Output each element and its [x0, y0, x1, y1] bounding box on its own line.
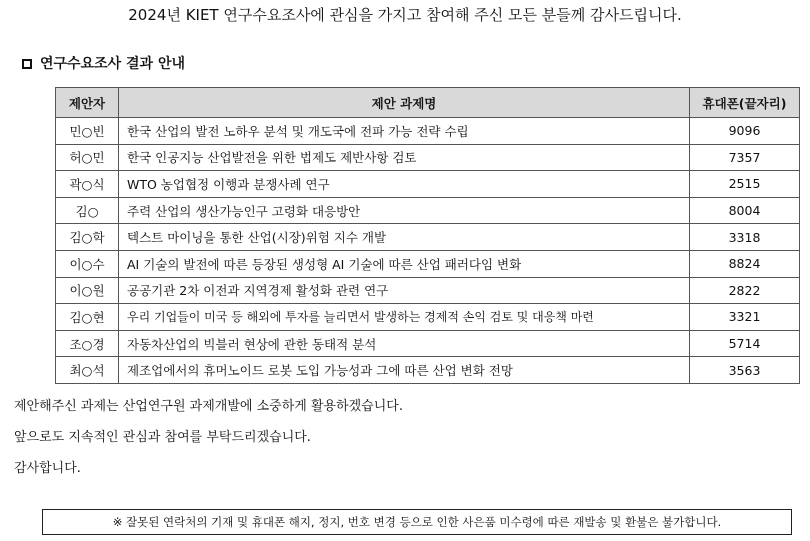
proposer-cell: 곽○식 — [56, 171, 119, 198]
phone-cell: 5714 — [690, 330, 800, 357]
section-title-text: 연구수요조사 결과 안내 — [40, 56, 185, 72]
results-table — [55, 87, 800, 384]
phone-cell: 9096 — [690, 118, 800, 145]
table-row — [56, 197, 800, 224]
table-row — [56, 357, 800, 384]
table-row — [56, 330, 800, 357]
proposer-cell: 이○수 — [56, 250, 119, 277]
closing-line-1: 제안해주신 과제는 산업연구원 과제개발에 소중하게 활용하겠습니다. — [14, 399, 403, 414]
phone-cell: 2515 — [690, 171, 800, 198]
section-title — [22, 54, 185, 74]
table-row — [56, 144, 800, 171]
header-proposer: 제안자 — [56, 88, 119, 118]
closing-line-2: 앞으로도 지속적인 관심과 참여를 부탁드리겠습니다. — [14, 430, 311, 445]
header-title: 제안 과제명 — [119, 88, 690, 118]
proposer-cell: 이○원 — [56, 277, 119, 304]
phone-cell: 3563 — [690, 357, 800, 384]
title-cell: 자동차산업의 빅블러 현상에 관한 동태적 분석 — [119, 330, 690, 357]
proposer-cell: 최○석 — [56, 357, 119, 384]
phone-cell: 3318 — [690, 224, 800, 251]
title-cell: WTO 농업협정 이행과 분쟁사례 연구 — [119, 171, 690, 198]
title-cell: 공공기관 2차 이전과 지역경제 활성화 관련 연구 — [119, 277, 690, 304]
title-cell: 제조업에서의 휴머노이드 로봇 도입 가능성과 그에 따른 산업 변화 전망 — [119, 357, 690, 384]
title-cell: 주력 산업의 생산가능인구 고령화 대응방안 — [119, 197, 690, 224]
proposer-cell: 민○빈 — [56, 118, 119, 145]
page-headline: 2024년 KIET 연구수요조사에 관심을 가지고 참여해 주신 모든 분들께 감사드립니다. — [128, 6, 682, 24]
phone-cell: 8824 — [690, 250, 800, 277]
table-row — [56, 118, 800, 145]
title-cell: 우리 기업들이 미국 등 해외에 투자를 늘리면서 발생하는 경제적 손익 검토 및 대응책 마련 — [119, 304, 690, 331]
proposer-cell: 김○학 — [56, 224, 119, 251]
title-cell: 한국 산업의 발전 노하우 분석 및 개도국에 전파 가능 전략 수립 — [119, 118, 690, 145]
proposer-cell: 조○경 — [56, 330, 119, 357]
notice-box — [42, 509, 792, 535]
table-row — [56, 277, 800, 304]
header-phone: 휴대폰(끝자리) — [690, 88, 800, 118]
phone-cell: 8004 — [690, 197, 800, 224]
proposer-cell: 김○현 — [56, 304, 119, 331]
phone-cell: 3321 — [690, 304, 800, 331]
title-cell: 한국 인공지능 산업발전을 위한 법제도 제반사항 검토 — [119, 144, 690, 171]
table-row — [56, 224, 800, 251]
proposer-cell: 허○민 — [56, 144, 119, 171]
title-cell: 텍스트 마이닝을 통한 산업(시장)위험 지수 개발 — [119, 224, 690, 251]
table-header-row — [56, 88, 800, 118]
table-row — [56, 304, 800, 331]
title-cell: AI 기술의 발전에 따른 등장된 생성형 AI 기술에 따른 산업 패러다임 변화 — [119, 250, 690, 277]
notice-text: ※ 잘못된 연락처의 기재 및 휴대폰 해지, 정지, 번호 변경 등으로 인한 사은품 미수령에 따른 재발송 및 환불은 불가합니다. — [112, 515, 722, 529]
phone-cell: 2822 — [690, 277, 800, 304]
proposer-cell: 김○ — [56, 197, 119, 224]
table-row — [56, 171, 800, 198]
closing-line-3: 감사합니다. — [14, 461, 81, 476]
table-row — [56, 250, 800, 277]
phone-cell: 7357 — [690, 144, 800, 171]
checkbox-icon — [22, 59, 32, 69]
